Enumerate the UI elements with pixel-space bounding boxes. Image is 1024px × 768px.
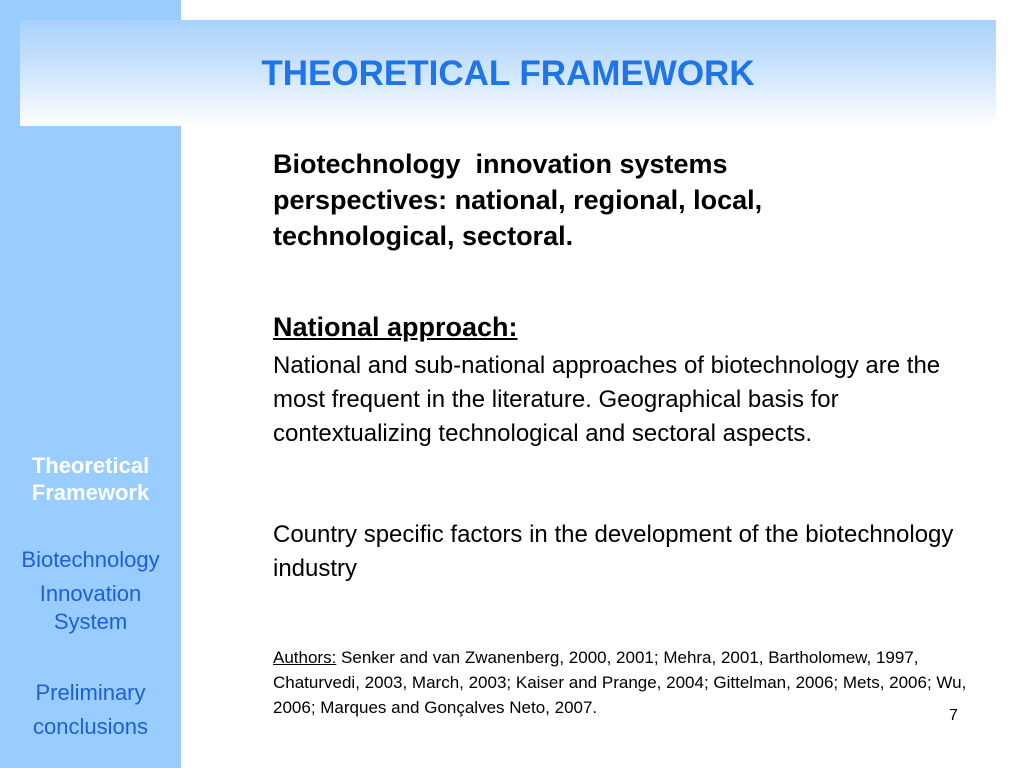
nav-item-theoretical-framework[interactable] — [0, 452, 181, 506]
authors-citation — [273, 645, 973, 720]
nav-label-line: Preliminary — [35, 680, 146, 705]
heading-line: technological, sectoral. — [273, 221, 574, 251]
nav-label-line: Framework — [31, 480, 150, 505]
authors-label: Authors: — [273, 648, 337, 667]
nav-label-line: conclusions — [33, 714, 148, 739]
heading-line: perspectives: national, regional, local, — [273, 185, 763, 215]
nav-item-biotechnology-innovation-system[interactable] — [0, 546, 181, 636]
nav-item-preliminary-conclusions[interactable] — [0, 676, 181, 744]
authors-list: Senker and van Zwanenberg, 2000, 2001; Mehra, 2001, Bartholomew, 1997, Chaturvedi, 2003, March, 2003; Kaiser and Prange, 2004; Gittelman, 2006; Mets, 2006; Wu, 2006; Marques and Gonçalves Neto, 2007. — [273, 648, 967, 717]
main-heading — [273, 146, 993, 254]
slide-title: THEORETICAL FRAMEWORK — [261, 54, 755, 93]
nav-label-line: Biotechnology — [21, 547, 160, 572]
body-paragraph: National and sub-national approaches of biotechnology are the most frequent in the literature. Geographical basis for contextualizing technological and sectoral aspects. — [273, 352, 941, 447]
nav-label-line: Theoretical — [31, 453, 150, 478]
nav-label-line: System — [53, 609, 128, 634]
heading-line: Biotechnology innovation systems — [273, 149, 728, 179]
page-number: 7 — [949, 707, 958, 724]
section-subheading: National approach: — [273, 312, 518, 342]
body-paragraph: Country specific factors in the development of the biotechnology industry — [273, 521, 954, 582]
nav-label-line: Innovation — [39, 581, 142, 606]
